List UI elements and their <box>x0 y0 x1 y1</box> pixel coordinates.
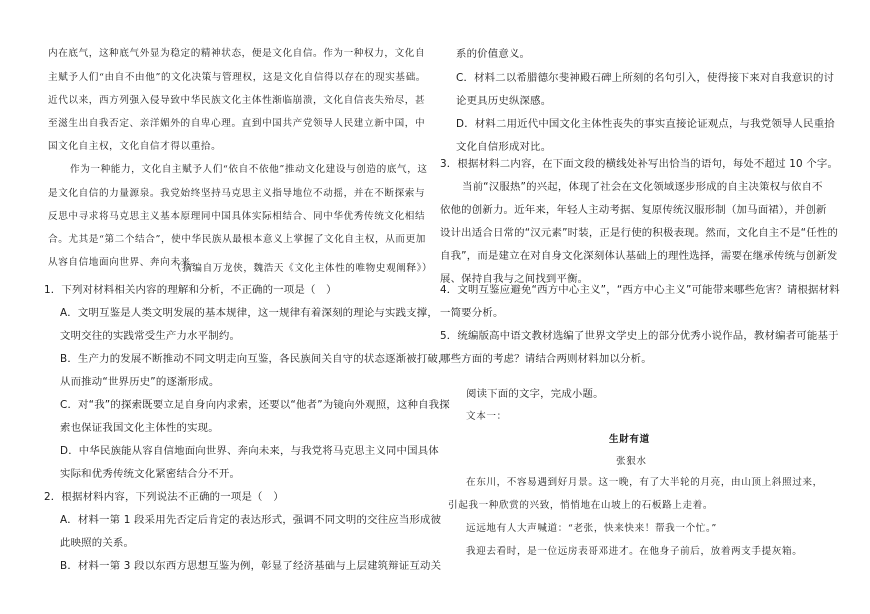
question-1-option-d: D．中华民族能从容自信地面向世界、奔向未来，与我党将马克思主义同中国具体 <box>60 445 439 457</box>
story-line: 我迎去看时，是一位远房表哥邓进才。在他身子前后，放着两支手提灰箱。 <box>466 546 803 557</box>
reading-instruction: 阅读下面的文字，完成小题。 <box>466 388 604 400</box>
story-line: 远远地有人大声喊道：“老张，快来快来！帮我一个忙。” <box>466 523 717 534</box>
question-1-stem: 1．下列对材料相关内容的理解和分析，不正确的一项是（ ） <box>44 284 337 296</box>
passage-line: 国文化自主权，文化自信才得以重拾。 <box>48 141 222 152</box>
question-4-stem: 4．文明互鉴应避免“西方中心主义”，“西方中心主义”可能带来哪些危害？请根据材料 <box>440 284 840 296</box>
question-3-text-line: 当前“汉服热”的兴起，体现了社会在文化领域逐步形成的自主决策权与依自不 <box>462 181 823 193</box>
passage-line: 作为一种能力，文化自主赋予人们“依自不依他”推动文化建设与创造的底气，这 <box>70 164 428 175</box>
passage-line: 合。尤其是“第二个结合”，使中华民族从最根本意义上掌握了文化自主权，从而更加 <box>48 234 426 245</box>
question-2-option-d-cont: 文化自信形成对比。 <box>456 141 552 153</box>
question-3-text-line: 自我”，而是建立在对自身文化深刻体认基础上的理性选择，需要在继承传统与创新发 <box>440 250 838 262</box>
question-1-option-c-cont: 索也保证我国文化主体性的实现。 <box>60 422 219 434</box>
passage-line: 从容自信地面向世界、奔向未来。 <box>48 257 201 268</box>
story-line: 引起我一种欣赏的兴致，悄悄地在山坡上的石板路上走着。 <box>448 500 714 511</box>
citation: （摘编自万龙侠，魏浩天《文化主体性的唯物史观阐释》） <box>172 263 433 274</box>
question-3-text-line: 设计出适合日常的“汉元素”时装，正是行使的积极表现。然而，文化自主不是“任性的 <box>440 227 839 239</box>
question-3-stem: 3．根据材料二内容，在下面文段的横线处补写出恰当的语句，每处不超过 10 个字。 <box>440 158 839 170</box>
question-3-text-line: 依他的创新力。近年来，年轻人主动考据、复原传统汉服形制（加马面裙），并创新 <box>440 204 827 216</box>
passage-line: 反思中寻求将马克思主义基本原理同中国具体实际相结合、同中华优秀传统文化相结 <box>48 211 426 222</box>
question-2-option-b-cont: 系的价值意义。 <box>456 48 531 60</box>
question-4-stem-cont: 一简要分析。 <box>440 307 504 319</box>
passage-line: 至滋生出自我否定、亲洋媚外的自卑心理。直到中国共产党领导人民建立新中国，中 <box>48 118 426 129</box>
question-2-option-c: C．材料二以希腊德尔斐神殿石碑上所刻的名句引入，使得接下来对自我意识的讨 <box>456 72 835 84</box>
question-2-option-b: B．材料一第 3 段以东西方思想互鉴为例，彰显了经济基础与上层建筑辩证互动关 <box>60 560 442 572</box>
passage-line: 内在底气，这种底气外显为稳定的精神状态，便是文化自信。作为一种权力，文化自 <box>48 48 426 59</box>
question-1-option-b: B．生产力的发展不断推动不同文明走向互鉴，各民族间关自守的状态逐渐被打破， <box>60 353 449 365</box>
passage-line: 是文化自信的力量源泉。我党始终坚持马克思主义指导地位不动摇，并在不断探索与 <box>48 188 426 199</box>
question-1-option-a: A．文明互鉴是人类文明发展的基本规律，这一规律有着深刻的理论与实践支撑， <box>60 307 438 319</box>
story-author: 张狠水 <box>616 456 647 467</box>
question-1-option-c: C．对“我”的探索既要立足自身向内求索，还要以“他者”为镜向外观照，这种自我探 <box>60 399 450 411</box>
question-2-option-c-cont: 论更具历史纵深感。 <box>456 95 552 107</box>
story-title: 生財有道 <box>609 434 650 445</box>
question-1-option-a-cont: 文明交往的实践常受生产力水平制约。 <box>60 330 241 342</box>
question-5-stem-cont: 哪些方面的考虑？请结合两则材料加以分析。 <box>440 353 652 365</box>
story-line: 在东川，不容易遇到好月景。这一晚，有了大半轮的月亮，由山顶上斜照过来， <box>466 477 823 488</box>
passage-line: 近代以来，西方列强入侵导致中华民族文化主体性渐临崩溃，文化自信丧失殆尽，甚 <box>48 95 426 106</box>
question-2-stem: 2．根据材料内容，下列说法不正确的一项是（ ） <box>44 491 284 503</box>
question-2-option-a-cont: 此映照的关系。 <box>60 537 135 549</box>
question-1-option-b-cont: 从而推动“世界历史”的逐渐形成。 <box>60 376 220 388</box>
question-3-text-line: 展、保持自我与之间找到平衡。 <box>440 273 589 285</box>
question-5-stem: 5．统编版高中语文教材选编了世界文学史上的部分优秀小说作品，教材编者可能基于 <box>440 330 839 342</box>
question-1-option-d-cont: 实际和优秀传统文化紧密结合分不开。 <box>60 468 241 480</box>
text-label: 文本一： <box>466 411 507 422</box>
passage-line: 主赋予人们“由自不由他”的文化决策与管理权，这是文化自信得以存在的现实基础。 <box>48 72 426 83</box>
question-2-option-a: A．材料一第 1 段采用先否定后肯定的表达形式，强调不同文明的交往应当形成彼 <box>60 514 442 526</box>
question-2-option-d: D．材料二用近代中国文化主体性丧失的事实直接论证观点，与我党领导人民重拾 <box>456 118 835 130</box>
